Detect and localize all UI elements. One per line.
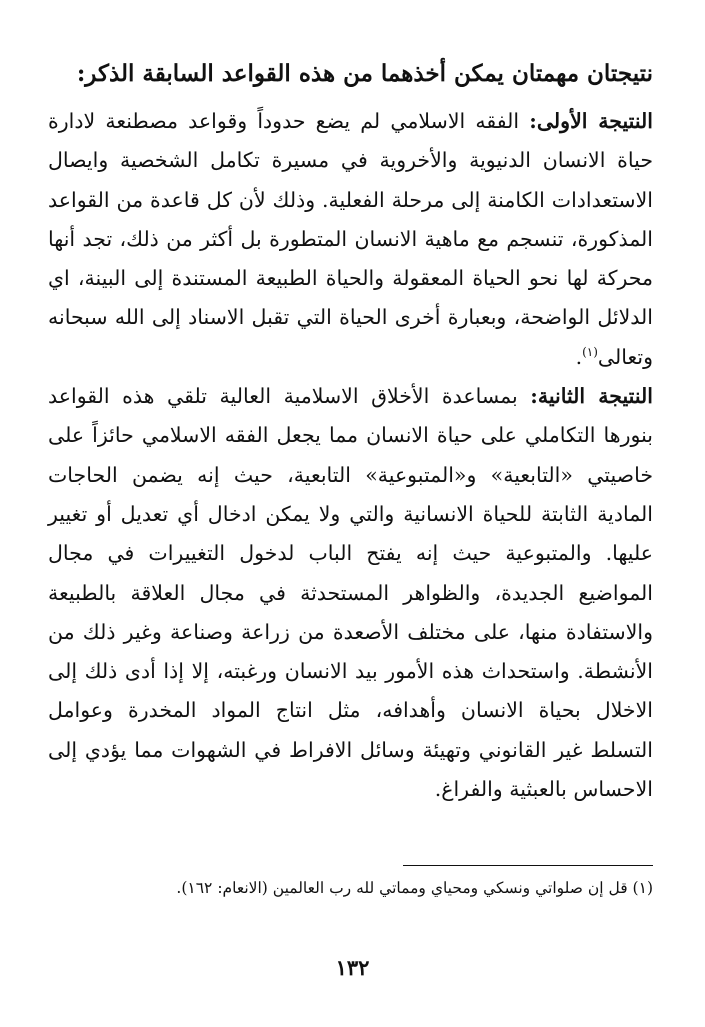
- second-result-text: بمساعدة الأخلاق الاسلامية العالية تلقي هذه القواعد بنورها التكاملي على حياة الانسان مما يجعل الفقه الاسلامي حائزاً على خاصيتي «التابعية» و«المتبوعية» التابعية، حيث إنه يضمن الحاجات المادية الثابتة للحياة الانسانية والتي ولا يمكن ادخال أي تعديل أو تغيير عليها. والمتبوعية حيث إنه يفتح الباب لدخول التغييرات في مجال المواضيع الجديدة، والظواهر المستحدثة في مجال العلاقة بالطبيعة والاستفادة منها، على مختلف الأصعدة من زراعة وصناعة وغير ذلك من الأنشطة. واستحداث هذه الأمور بيد الانسان ورغبته، إلا إذا أدى ذلك إلى الاخلال بحياة الانسان وأهدافه، مثل انتاج المواد المخدرة وعوامل التسلط غير القانوني وتهيئة وسائل الافراط في الشهوات مما يؤدي إلى الاحساس بالعبثية والفراغ.: [48, 384, 653, 802]
- first-result-label: النتيجة الأولى:: [529, 109, 653, 133]
- second-result-label: النتيجة الثانية:: [530, 384, 653, 409]
- paragraph-second-result: [48, 377, 653, 809]
- page-number: ١٣٢: [335, 955, 370, 980]
- first-result-end: .: [575, 344, 583, 369]
- footnote-divider: [403, 865, 653, 866]
- footnote-reference[interactable]: (١): [582, 344, 598, 359]
- paragraph-first-result: [48, 102, 653, 377]
- first-result-text: الفقه الاسلامي لم يضع حدوداً وقواعد مصطنعة لادارة حياة الانسان الدنيوية والأخروية في مسيرة تكامل الشخصية وايصال الاستعدادات الكامنة إلى مرحلة الفعلية. وذلك لأن كل قاعدة من القواعد المذكورة، تنسجم مع ماهية الانسان المتطورة بل أكثر من ذلك، تجد أنها محركة لها نحو الحياة المعقولة والحياة الطبيعة المستندة إلى البينة، اي الدلائل الواضحة، وبعبارة أخرى الحياة التي تقبل الاسناد إلى الله سبحانه وتعالى: [48, 109, 653, 369]
- section-heading: نتيجتان مهمتان يمكن أخذهما من هذه القواعد السابقة الذكر:: [76, 60, 653, 87]
- footnote: (١) قل إن صلواتي ونسكي ومحياي ومماتي لله رب العالمين (الانعام: ١٦٢).: [176, 879, 653, 897]
